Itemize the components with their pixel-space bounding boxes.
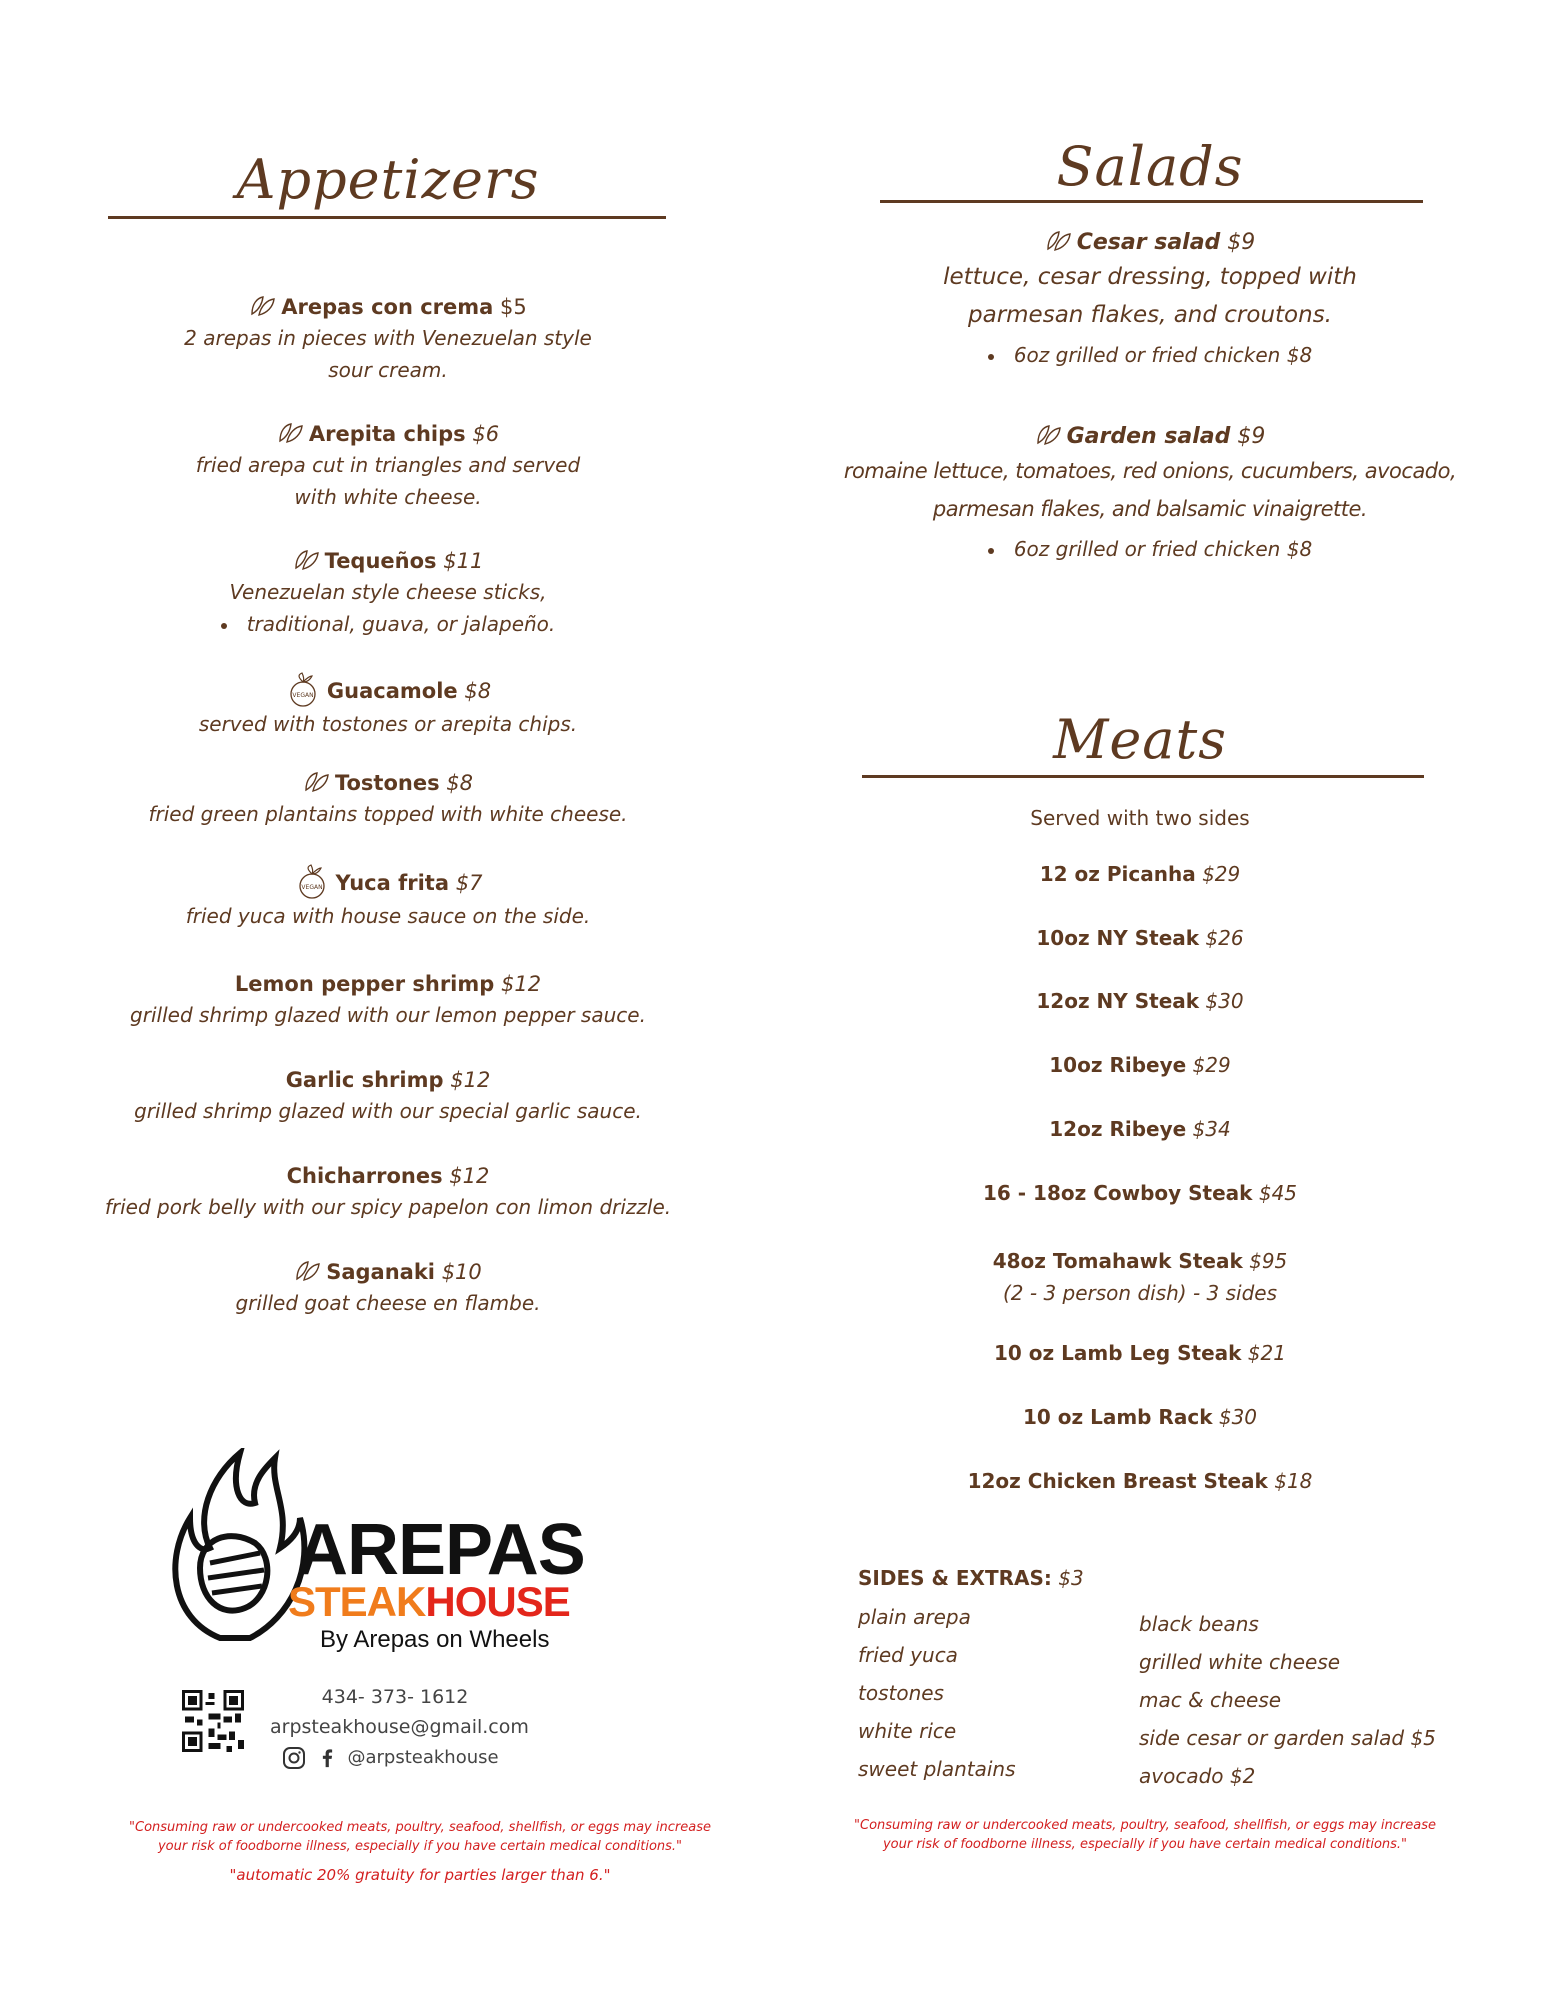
item-name: Cesar salad — [1076, 230, 1221, 255]
item-name: Guacamole — [326, 679, 458, 703]
item-desc: served with tostones or arepita chips. — [198, 712, 578, 736]
meat-item — [860, 1181, 1420, 1205]
item-desc: 2 arepas in pieces with Venezuelan style — [184, 326, 592, 350]
logo — [160, 1448, 600, 1668]
item-desc: parmesan flakes, and balsamic vinaigrette. — [932, 497, 1368, 521]
item-desc: fried green plantains topped with white cheese. — [148, 802, 628, 826]
logo-house: HOUSE — [425, 1578, 570, 1625]
item-bullet: traditional, guava, or jalapeño. — [246, 612, 556, 636]
bullet-dot — [221, 623, 227, 629]
salads-rule — [880, 200, 1423, 203]
item-desc: Venezuelan style cheese sticks, — [229, 580, 547, 604]
item-desc: fried arepa cut in triangles and served — [195, 453, 581, 477]
meat-item — [860, 1341, 1420, 1365]
contact-phone: 434- 373- 1612 — [321, 1686, 469, 1708]
bullet-dot — [988, 354, 994, 360]
item-name: Tostones — [334, 771, 440, 795]
item-price: $9 — [1237, 424, 1266, 449]
meats-rule — [862, 775, 1424, 778]
menu-item — [840, 422, 1460, 570]
item-bullet: 6oz grilled or fried chicken $8 — [1013, 537, 1313, 561]
item-price: $12 — [500, 972, 542, 996]
meats-title: Meats — [1053, 708, 1227, 771]
meat-item — [860, 989, 1420, 1013]
meat-item — [860, 1405, 1420, 1429]
item-price: $5 — [500, 295, 527, 319]
sides-column-2 — [1139, 1605, 1436, 1795]
item-desc: grilled shrimp glazed with our special garlic sauce. — [134, 1099, 642, 1123]
item-price: $12 — [450, 1068, 491, 1092]
item-price: $30 — [1205, 989, 1244, 1013]
svg-text:VEGAN: VEGAN — [300, 884, 323, 891]
item-desc: lettuce, cesar dressing, topped with — [943, 264, 1357, 290]
disclaimer-right — [825, 1816, 1465, 1854]
item-name: 12oz Chicken Breast Steak — [967, 1469, 1268, 1493]
item-price: $95 — [1249, 1249, 1288, 1273]
item-price: $18 — [1274, 1469, 1313, 1493]
logo-steak: STEAK — [288, 1578, 426, 1625]
menu-item — [88, 1161, 688, 1223]
item-desc: parmesan flakes, and croutons. — [968, 302, 1332, 328]
side-item: avocado $2 — [1139, 1764, 1256, 1788]
item-price: $8 — [446, 771, 474, 795]
leaf-icon — [277, 421, 305, 445]
item-desc: with white cheese. — [294, 485, 482, 509]
leaf-icon — [1045, 229, 1073, 253]
disclaimer-line2: your risk of foodborne illness, especially if you have certain medical conditions." — [882, 1837, 1408, 1852]
menu-item — [108, 546, 668, 640]
menu-item — [108, 969, 668, 1031]
disclaimer-line1: "Consuming raw or undercooked meats, poultry, seafood, shellfish, or eggs may increase — [854, 1818, 1436, 1833]
item-note: (2 - 3 person dish) - 3 sides — [1002, 1281, 1277, 1305]
social-handle: @arpsteakhouse — [347, 1747, 499, 1768]
item-name: Garlic shrimp — [285, 1068, 444, 1092]
item-name: Garden salad — [1066, 424, 1231, 449]
item-name: 12oz NY Steak — [1036, 989, 1200, 1013]
item-name: Lemon pepper shrimp — [234, 972, 495, 996]
item-desc: romaine lettuce, tomatoes, red onions, cucumbers, avocado, — [843, 459, 1457, 483]
item-price: $10 — [441, 1260, 482, 1284]
item-name: Arepas con crema — [281, 295, 494, 319]
leaf-icon — [294, 1259, 322, 1283]
item-name: Chicharrones — [286, 1164, 443, 1188]
disclaimer-line2: your risk of foodborne illness, especially if you have certain medical conditions." — [157, 1839, 683, 1854]
sides-column-1 — [858, 1598, 1016, 1788]
item-desc: fried pork belly with our spicy papelon con limon drizzle. — [104, 1195, 672, 1219]
menu-item — [108, 1065, 668, 1127]
item-price: $29 — [1202, 862, 1241, 886]
item-name: 12oz Ribeye — [1049, 1117, 1187, 1141]
logo-line3: By Arepas on Wheels — [320, 1626, 550, 1653]
item-price: $6 — [472, 422, 500, 446]
gratuity-note: "automatic 20% gratuity for parties larger than 6." — [229, 1866, 611, 1884]
logo-line1: AREPAS — [296, 1510, 585, 1590]
qr-code-icon — [182, 1690, 244, 1752]
meat-item — [860, 1117, 1420, 1141]
disclaimer-line1: "Consuming raw or undercooked meats, poultry, seafood, shellfish, or eggs may increase — [129, 1820, 711, 1835]
contact-social — [282, 1744, 499, 1772]
item-price: $45 — [1258, 1181, 1298, 1205]
leaf-icon — [293, 548, 321, 572]
item-name: 10oz NY Steak — [1036, 926, 1200, 950]
item-price: $26 — [1205, 926, 1244, 950]
item-bullet: 6oz grilled or fried chicken $8 — [1013, 343, 1313, 367]
side-item: black beans — [1139, 1612, 1259, 1636]
item-price: $34 — [1192, 1117, 1231, 1141]
item-name: 10 oz Lamb Leg Steak — [994, 1341, 1242, 1365]
menu-item — [108, 1257, 668, 1319]
appetizers-title: Appetizers — [236, 148, 540, 211]
menu-item — [108, 768, 668, 830]
item-desc: grilled shrimp glazed with our lemon pepper sauce. — [130, 1003, 646, 1027]
instagram-icon — [282, 1746, 306, 1770]
item-name: Saganaki — [326, 1260, 435, 1284]
vegan-icon — [285, 672, 321, 708]
item-price: $8 — [464, 679, 492, 703]
item-price: $7 — [455, 871, 483, 895]
item-desc: grilled goat cheese en flambe. — [235, 1291, 541, 1315]
contact-email: arpsteakhouse@gmail.com — [270, 1716, 529, 1738]
sides-price: $3 — [1058, 1566, 1084, 1590]
item-name: 10oz Ribeye — [1049, 1053, 1187, 1077]
side-item: tostones — [858, 1681, 944, 1705]
item-desc: fried yuca with house sauce on the side. — [185, 904, 591, 928]
meats-subtitle: Served with two sides — [1030, 806, 1250, 830]
svg-text:VEGAN: VEGAN — [292, 692, 314, 699]
side-item: white rice — [858, 1719, 957, 1743]
side-item: mac & cheese — [1139, 1688, 1282, 1712]
meat-item — [860, 926, 1420, 950]
item-price: $30 — [1218, 1405, 1258, 1429]
item-name: 16 - 18oz Cowboy Steak — [982, 1181, 1253, 1205]
item-name: Arepita chips — [308, 422, 466, 446]
side-item: side cesar or garden salad $5 — [1139, 1726, 1436, 1750]
item-name: 48oz Tomahawk Steak — [992, 1249, 1243, 1273]
item-name: 12 oz Picanha — [1039, 862, 1196, 886]
meat-item — [860, 1053, 1420, 1077]
meat-item — [860, 1469, 1420, 1493]
vegan-icon — [294, 864, 330, 900]
bullet-dot — [988, 548, 994, 554]
logo-line2 — [288, 1580, 570, 1624]
appetizers-rule — [108, 216, 666, 219]
item-price: $29 — [1192, 1053, 1231, 1077]
item-name: 10 oz Lamb Rack — [1022, 1405, 1213, 1429]
salads-title: Salads — [1056, 135, 1244, 198]
meat-item — [860, 1245, 1420, 1309]
item-price: $12 — [449, 1164, 490, 1188]
leaf-icon — [249, 294, 277, 318]
side-item: sweet plantains — [858, 1757, 1016, 1781]
meat-item — [860, 862, 1420, 886]
item-desc: sour cream. — [328, 358, 448, 382]
menu-item — [108, 864, 668, 932]
item-name: Tequeños — [324, 549, 437, 573]
disclaimer-left — [100, 1818, 740, 1856]
menu-item — [108, 419, 668, 513]
leaf-icon — [1035, 423, 1063, 447]
menu-item — [850, 228, 1450, 376]
side-item: grilled white cheese — [1139, 1650, 1341, 1674]
side-item: plain arepa — [858, 1605, 971, 1629]
item-name: Yuca frita — [335, 871, 450, 895]
leaf-icon — [303, 770, 331, 794]
sides-title: SIDES & EXTRAS: — [858, 1566, 1052, 1590]
side-item: fried yuca — [858, 1643, 958, 1667]
item-price: $11 — [443, 549, 484, 573]
item-price: $9 — [1227, 230, 1256, 255]
menu-item — [108, 292, 668, 386]
menu-item — [108, 672, 668, 740]
item-price: $21 — [1247, 1341, 1286, 1365]
facebook-icon — [316, 1746, 338, 1770]
sides-header — [858, 1566, 1084, 1590]
